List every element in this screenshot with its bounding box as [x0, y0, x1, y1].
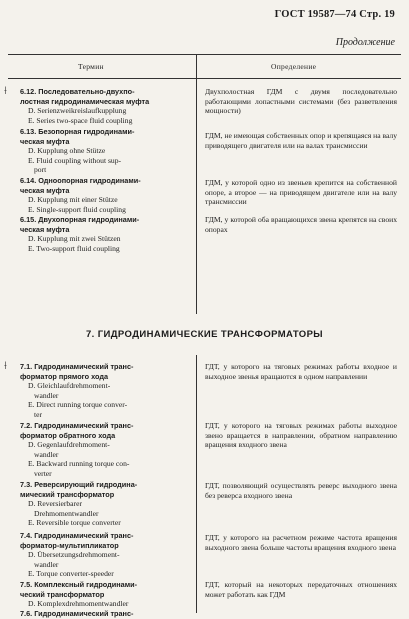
term-translation: ter: [34, 409, 43, 419]
check-mark-icon: ⟊: [4, 359, 7, 372]
term-entry: [20, 421, 196, 479]
term-title: 7.1. Гидродинамический транс-: [20, 362, 134, 371]
term-title: форматор-мультипликатор: [20, 540, 119, 550]
term-translation: D. Übersetzungsdrehmoment-: [28, 550, 120, 560]
term-title: мический трансформатор: [20, 489, 115, 499]
term-translation: E. Reversible torque converter: [28, 518, 121, 528]
term-entry: [20, 215, 196, 253]
section-title: 7. ГИДРОДИНАМИЧЕСКИЕ ТРАНСФОРМАТОРЫ: [85, 329, 324, 340]
term-entry: [20, 176, 196, 214]
term-translation: E. Direct running torque conver-: [28, 400, 128, 410]
term-title: 7.2. Гидродинамический транс-: [20, 421, 134, 430]
term-entry: [20, 127, 196, 175]
term-translation: port: [34, 165, 47, 175]
term-translation: D. Reversierbarer: [28, 499, 82, 509]
definition-text: ГДМ, у которой одно из звеньев крепится на собственной опоре, а второе — на приводящем двигателе или на валу трансмиссии: [205, 178, 397, 207]
definition-text: ГДМ, у которой оба вращающихся звена крепятся на своих опорах: [205, 215, 397, 234]
term-translation: wandler: [34, 449, 59, 459]
term-translation: E. Fluid coupling without sup-: [28, 155, 122, 165]
term-translation: wandler: [34, 390, 59, 400]
term-entry: [20, 580, 196, 609]
table-header-rule: [8, 78, 401, 79]
page-number-header: ГОСТ 19587—74 Стр. 19: [274, 9, 395, 20]
term-title: лостная гидродинамическая муфта: [20, 96, 150, 106]
term-translation: D. Komplexdrehmomentwandler: [28, 599, 129, 609]
term-title: 6.15. Двухопорная гидродинами-: [20, 215, 140, 224]
definition-text: ГДТ, у которого на тяговых режимах работы выходное звено вращается в направлении, обратном направлению вращения входного звена: [205, 421, 397, 450]
column-divider: [196, 355, 197, 613]
term-title: 7.6. Гидродинамический транс-: [20, 609, 134, 618]
term-translation: D. Kupplung mit zwei Stützen: [28, 234, 121, 244]
definition-text: ГДТ, у которого на тяговых режимах работы входное и выходное звенья вращаются в одном направлении: [205, 362, 397, 381]
definition-text: Двухполостная ГДМ с двумя последовательно работающими лопастными системами (без разветвления мощности): [205, 87, 397, 116]
term-translation: E. Torque converter-speeder: [28, 569, 114, 579]
term-translation: D. Kupplung ohne Stütze: [28, 146, 106, 156]
term-entry: [20, 531, 196, 579]
definition-text: ГДТ, позволяющий осуществлять реверс выходного звена без реверса входного звена: [205, 481, 397, 500]
term-entry: [20, 362, 196, 420]
term-title: форматор прямого хода: [20, 371, 109, 381]
definition-text: ГДМ, не имеющая собственных опор и крепящаяся на валу приводящего двигателя или на валах трансмиссии: [205, 131, 397, 150]
column-header-term: Термин: [78, 62, 104, 71]
term-title: ческая муфта: [20, 136, 70, 146]
term-translation: E. Series two-space fluid coupling: [28, 115, 133, 125]
term-title: 6.13. Безопорная гидродинами-: [20, 127, 135, 136]
term-translation: verter: [34, 468, 52, 478]
term-title: 6.12. Последовательно-двухпо-: [20, 87, 135, 96]
continuation-label: Продолжение: [335, 37, 395, 48]
term-title: 7.5. Комплексный гидродинами-: [20, 580, 138, 589]
column-header-definition: Определение: [271, 62, 317, 71]
term-translation: E. Backward running torque con-: [28, 459, 130, 469]
term-entry: [20, 480, 196, 528]
term-translation: wandler: [34, 559, 59, 569]
term-title: форматор обратного хода: [20, 430, 116, 440]
term-translation: E. Single-support fluid coupling: [28, 204, 126, 214]
column-divider: [196, 54, 197, 314]
term-entry: [20, 87, 196, 125]
term-translation: D. Gegenlaufdrehmoment-: [28, 440, 110, 450]
term-entry: [20, 609, 196, 619]
term-translation: E. Two-support fluid coupling: [28, 243, 120, 253]
term-translation: D. Serienzweikreislaufkupplung: [28, 106, 127, 116]
term-translation: Drehmomentwandler: [34, 508, 99, 518]
table-top-rule: [8, 54, 401, 55]
term-title: ческая муфта: [20, 224, 70, 234]
term-translation: D. Kupplung mit einer Stütze: [28, 195, 118, 205]
check-mark-icon: ⟊: [4, 84, 7, 97]
term-title: 6.14. Одноопорная гидродинами-: [20, 176, 141, 185]
term-title: ческий трансформатор: [20, 589, 105, 599]
term-title: 7.3. Реверсирующий гидродина-: [20, 480, 138, 489]
term-title: ческая муфта: [20, 185, 70, 195]
definition-text: ГДТ, который на некоторых передаточных отношениях может работать как ГДМ: [205, 580, 397, 599]
definition-text: ГДТ, у которого на расчетном режиме частота вращения выходного звена больше частоты вращения входного звена: [205, 533, 397, 552]
term-translation: D. Gleichlaufdrehmoment-: [28, 381, 111, 391]
term-title: 7.4. Гидродинамический транс-: [20, 531, 134, 540]
